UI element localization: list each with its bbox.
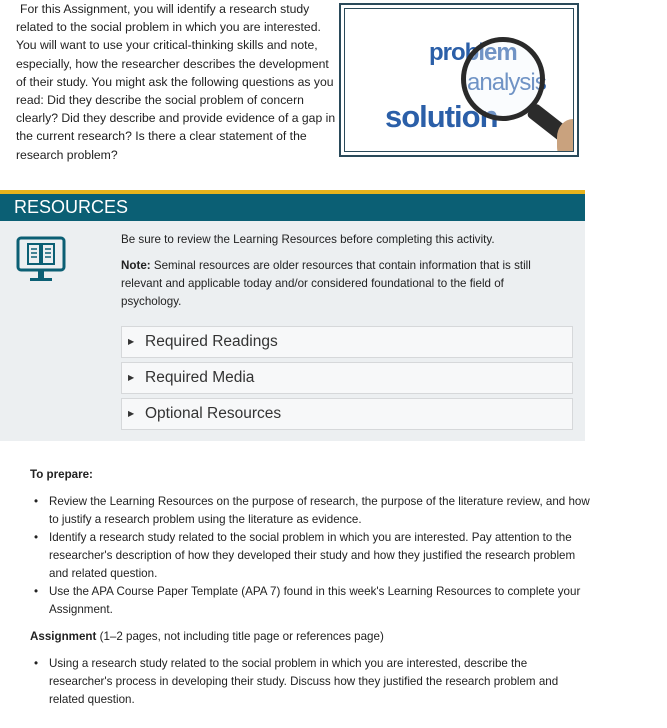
triangle-right-icon: ▶ [128,337,135,346]
triangle-right-icon: ▶ [128,373,135,382]
accordion-label: Required Readings [145,333,278,350]
prepare-list [30,493,590,619]
resources-panel [0,190,585,441]
image-word-solution: solution [385,99,498,134]
problem-analysis-solution-image [339,3,579,157]
image-word-problem: problem [429,39,517,66]
assignment-heading-line [30,628,590,646]
image-content [344,8,574,152]
assignment-subtitle: (1–2 pages, not including title page or references page) [96,630,384,643]
note-label: Note: [121,259,151,272]
assignment-heading: Assignment [30,630,97,643]
assignment-list [30,655,590,709]
prepare-heading: To prepare: [30,468,93,481]
resources-header: RESOURCES [0,190,585,221]
intro-section [16,0,338,164]
intro-paragraph: For this Assignment, you will identify a research study related to the social problem in which you are interested. You will want to use your critical-thinking skills and note, especially, how the researcher describes the development of their study. You might ask the following questions as you read: Did they describe the social problem of concern clearly? Did they describe and provide evidence of a gap in the current research? Is there a clear statement of the research problem? [16,2,336,162]
monitor-book-icon [16,236,66,286]
resources-text [121,231,561,311]
list-item: • Using a research study related to the social problem in which you are interested, describe the researcher's process in developing their study. Discuss how they justified the research problem and related question. [30,655,590,709]
prepare-section [30,466,590,709]
accordion-label: Required Media [145,369,255,386]
accordion-required-media[interactable] [121,362,573,394]
triangle-right-icon: ▶ [128,409,135,418]
accordion-label: Optional Resources [145,405,282,422]
accordion-required-readings[interactable] [121,326,573,358]
list-item: • Identify a research study related to the social problem in which you are interested. Pay attention to the researcher's description of how they developed their study and how they justified the research problem and related question. [30,529,590,583]
list-item: • Review the Learning Resources on the purpose of research, the purpose of the literature review, and how to justify a research problem using the literature as evidence. [30,493,590,529]
resources-intro: Be sure to review the Learning Resources before completing this activity. [121,233,495,246]
image-word-analysis: analysis [467,69,546,96]
resources-note [121,257,561,311]
list-item: • Use the APA Course Paper Template (APA 7) found in this week's Learning Resources to complete your Assignment. [30,583,590,619]
note-text: Seminal resources are older resources that contain information that is still relevant and applicable today and/or considered foundational to the field of psychology. [121,259,531,308]
accordion-optional-resources[interactable] [121,398,573,430]
